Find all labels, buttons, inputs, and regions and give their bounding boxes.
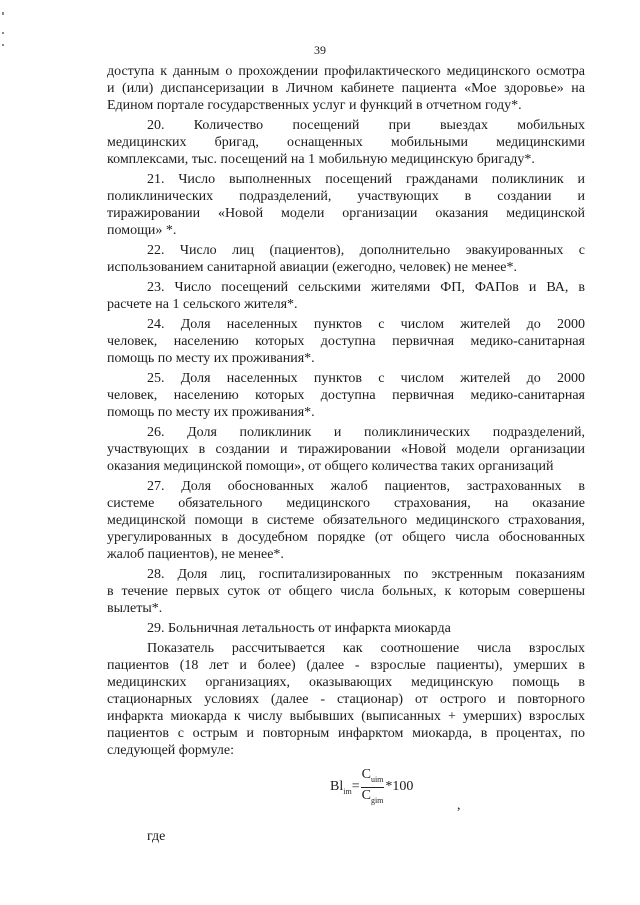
formula-comma: , bbox=[457, 798, 461, 813]
text-line: 29. Больничная летальность от инфаркта миокарда bbox=[147, 621, 451, 636]
margin-mark bbox=[2, 32, 4, 34]
text-line: комплексами, тыс. посещений на 1 мобильную медицинскую бригаду*. bbox=[107, 152, 535, 167]
text-line: 25. Доля населенных пунктов с числом жителей до 2000 bbox=[147, 371, 585, 386]
text-line: 28. Доля лиц, госпитализированных по экстренным показаниям bbox=[147, 567, 585, 582]
text-line: пациентов с острым и повторным инфарктом миокарда, в процентах, по bbox=[107, 726, 585, 741]
text-line: жалоб пациентов), не менее*. bbox=[107, 547, 284, 562]
text-line: пациентов (18 лет и более) (далее - взрослые пациенты), умерших в bbox=[107, 658, 585, 673]
text-line: медицинской помощи в системе обязательного медицинского страхования, bbox=[107, 513, 585, 528]
text-line: помощь по месту их проживания*. bbox=[107, 405, 315, 420]
formula-numerator: $C_{uim}$ bbox=[361, 767, 385, 788]
text-line: и (или) диспансеризации в Личном кабинете пациента «Мое здоровье» на bbox=[107, 81, 585, 96]
formula bbox=[330, 767, 413, 808]
text-line: 26. Доля поликлиник и поликлинических подразделений, bbox=[147, 425, 585, 440]
text-line: медицинских организациях, оказывающих медицинскую помощь в bbox=[107, 675, 585, 690]
text-line: вылеты*. bbox=[107, 601, 163, 616]
text-line: участвующих в создании и тиражировании «Новой модели организации bbox=[107, 442, 585, 457]
page-number: 39 bbox=[314, 43, 326, 57]
text-line: помощи» *. bbox=[107, 223, 177, 238]
text-line: использованием санитарной авиации (ежегодно, человек) не менее*. bbox=[107, 260, 517, 275]
margin-mark bbox=[2, 44, 4, 46]
text-line: 21. Число выполненных посещений гражданами поликлиник и bbox=[147, 172, 585, 187]
text-line: помощь по месту их проживания*. bbox=[107, 351, 315, 366]
text-line: стационарных условиях (далее - стационар) от острого и повторного bbox=[107, 692, 585, 707]
text-line: урегулированных в досудебном порядке (от общего числа обоснованных bbox=[107, 530, 585, 545]
text-line: расчете на 1 сельского жителя*. bbox=[107, 297, 298, 312]
text-line: 20. Количество посещений при выездах мобильных bbox=[147, 118, 585, 133]
text-line: 23. Число посещений сельскими жителями ФП, ФАПов и ВА, в bbox=[147, 280, 585, 295]
where-label: где bbox=[147, 829, 166, 844]
text-line: Показатель рассчитывается как соотношение числа взрослых bbox=[147, 641, 585, 656]
text-line: человек, населению которых доступна первичная медико-санитарная bbox=[107, 388, 585, 403]
text-line: поликлинических подразделений, участвующих в создании и bbox=[107, 189, 585, 204]
text-line: медицинских бригад, оснащенных мобильными медицинскими bbox=[107, 135, 585, 150]
formula-lhs: $Bl_{im}$ bbox=[330, 778, 352, 796]
text-line: доступа к данным о прохождении профилактического медицинского осмотра bbox=[107, 64, 585, 79]
text-line: инфаркта миокарда к числу выбывших (выписанных + умерших) взрослых bbox=[107, 709, 585, 724]
text-line: следующей формуле: bbox=[107, 743, 234, 758]
text-line: человек, населению которых доступна первичная медико-санитарная bbox=[107, 334, 585, 349]
formula-equals: = bbox=[351, 779, 360, 795]
text-line: системе обязательного медицинского страхования, на оказание bbox=[107, 496, 585, 511]
margin-mark bbox=[2, 12, 4, 15]
formula-multiplier: *100 bbox=[385, 779, 414, 795]
text-line: тиражировании «Новой модели организации оказания медицинской bbox=[107, 206, 585, 221]
text-line: оказания медицинской помощи», от общего количества таких организаций bbox=[107, 459, 554, 474]
text-line: 24. Доля населенных пунктов с числом жителей до 2000 bbox=[147, 317, 585, 332]
formula-denominator: $C_{gim}$ bbox=[361, 787, 384, 805]
text-line: в течение первых суток от общего числа больных, к которым совершены bbox=[107, 584, 585, 599]
text-line: 22. Число лиц (пациентов), дополнительно эвакуированных с bbox=[147, 243, 585, 258]
text-line: Едином портале государственных услуг и функций в отчетном году*. bbox=[107, 98, 522, 113]
formula-fraction bbox=[361, 767, 385, 808]
text-line: 27. Доля обоснованных жалоб пациентов, застрахованных в bbox=[147, 479, 585, 494]
